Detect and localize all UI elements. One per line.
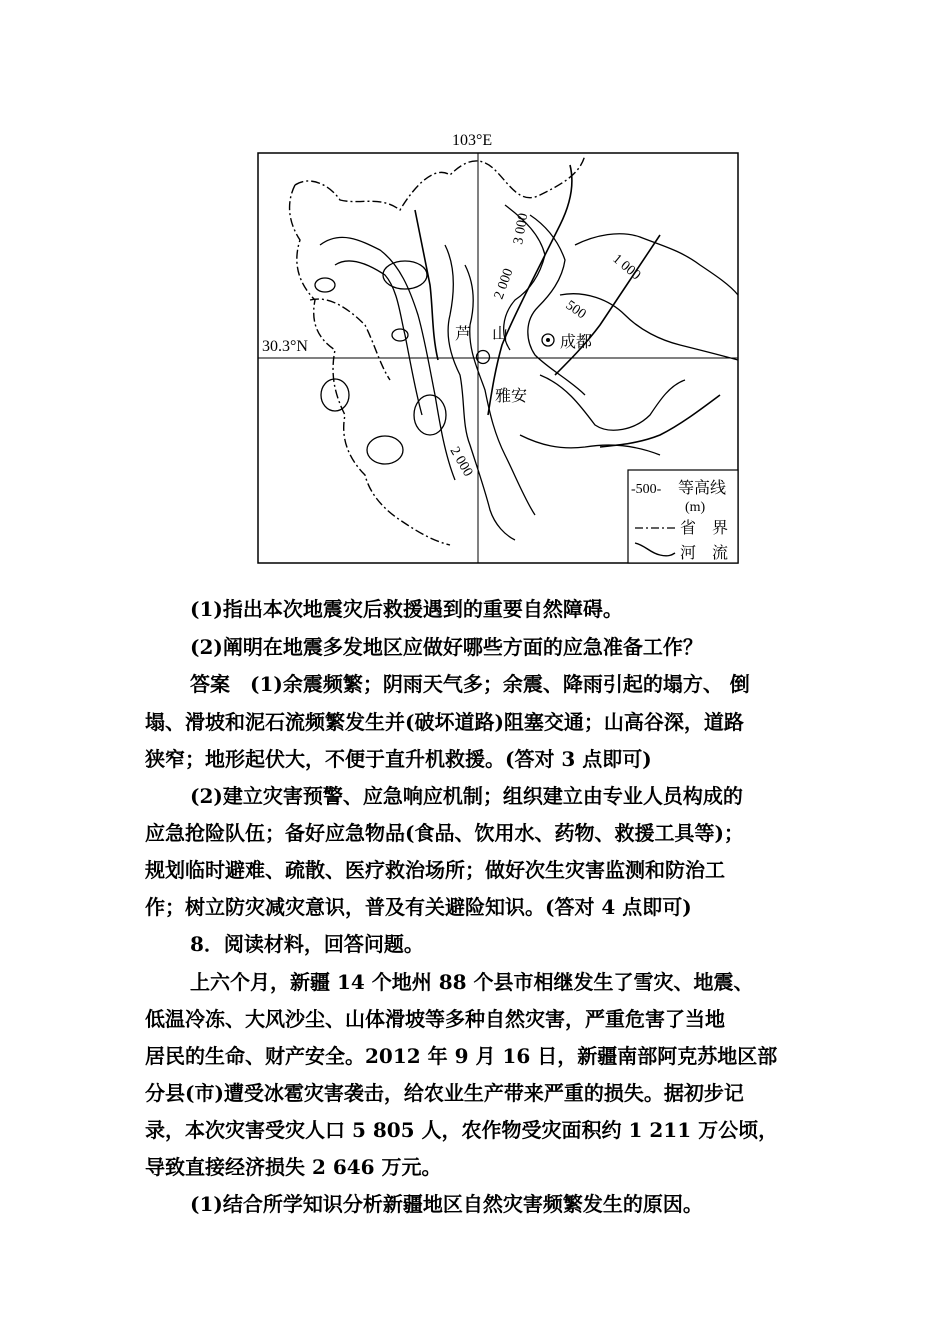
closed-contour bbox=[315, 278, 335, 292]
contour-line bbox=[335, 261, 422, 415]
contour-line bbox=[520, 435, 660, 455]
q8-material-line6: 导致直接经济损失 2 646 万元。 bbox=[145, 1155, 442, 1179]
river-line bbox=[600, 395, 720, 447]
contour-label: 500 bbox=[562, 297, 589, 323]
province-boundary-west bbox=[290, 185, 450, 545]
q8-material-line4: 分县(市)遭受冰雹灾害袭击，给农业生产带来严重的损失。据初步记 bbox=[145, 1081, 744, 1105]
question-8-1: (1)结合所学知识分析新疆地区自然灾害频繁发生的原因。 bbox=[190, 1192, 703, 1216]
legend-contour-label: 等高线 bbox=[678, 480, 727, 497]
legend-contour-value: -500- bbox=[631, 482, 662, 497]
closed-contour bbox=[367, 436, 403, 464]
city-yaan-label: 雅安 bbox=[495, 388, 528, 405]
answer-line-1 bbox=[190, 668, 750, 697]
q8-material-line3: 居民的生命、财产安全。2012 年 9 月 16 日，新疆南部阿克苏地区部 bbox=[145, 1044, 778, 1068]
contour-label: 2 000 bbox=[491, 266, 517, 302]
question-2: (2)阐明在地震多发地区应做好哪些方面的应急准备工作？ bbox=[190, 635, 703, 659]
q8-material-line1: 上六个月，新疆 14 个地州 88 个县市相继发生了雪灾、地震、 bbox=[190, 970, 754, 994]
answer-part1-line1: (1)余震频繁；阴雨天气多；余震、降雨引起的塌方、 倒 bbox=[250, 672, 750, 696]
mountain-label-left: 芦 bbox=[455, 326, 472, 343]
contour-line bbox=[540, 375, 685, 430]
mountain-label-right: 山 bbox=[492, 326, 509, 343]
river-line bbox=[415, 210, 438, 360]
question-8-title: 8．阅读材料，回答问题。 bbox=[190, 932, 424, 956]
contour-line bbox=[575, 234, 738, 295]
contour-label: 2 000 bbox=[446, 444, 476, 480]
map-figure bbox=[240, 125, 760, 570]
closed-contour bbox=[383, 261, 427, 289]
province-boundary-inner bbox=[310, 299, 390, 380]
longitude-label: 103°E bbox=[452, 132, 493, 149]
answer-part2-line1: (2)建立灾害预警、应急响应机制；组织建立由专业人员构成的 bbox=[190, 784, 743, 808]
legend-contour-unit: (m) bbox=[685, 500, 706, 515]
city-chengdu-label: 成都 bbox=[560, 334, 593, 351]
contour-label: 3 000 bbox=[511, 212, 532, 246]
answer-label: 答案 bbox=[190, 672, 230, 696]
answer-part2-line4: 作；树立防灾减灾意识，普及有关避险知识。(答对 4 点即可) bbox=[145, 895, 692, 919]
answer-part1-line2: 塌、滑坡和泥石流频繁发生并(破坏道路)阻塞交通；山高谷深，道路 bbox=[145, 710, 744, 734]
province-boundary bbox=[295, 155, 585, 210]
q8-material-line2: 低温冷冻、大风沙尘、山体滑坡等多种自然灾害，严重危害了当地 bbox=[145, 1007, 725, 1031]
answer-part2-line2: 应急抢险队伍；备好应急物品(食品、饮用水、药物、救援工具等)； bbox=[145, 821, 744, 845]
topographic-map bbox=[240, 125, 760, 570]
latitude-label: 30.3°N bbox=[262, 338, 308, 355]
contour-label: 1 000 bbox=[609, 251, 644, 284]
answer-part2-line3: 规划临时避难、疏散、医疗救治场所；做好次生灾害监测和防治工 bbox=[145, 858, 725, 882]
legend-boundary-label: 省 界 bbox=[680, 520, 729, 537]
contour-line bbox=[320, 237, 455, 480]
answer-part1-line3: 狭窄；地形起伏大，不便于直升机救援。(答对 3 点即可) bbox=[145, 747, 652, 771]
closed-contour bbox=[321, 379, 349, 411]
closed-contour bbox=[414, 395, 446, 435]
city-marker-dot bbox=[546, 338, 550, 342]
q8-material-line5: 录，本次灾害受灾人口 5 805 人，农作物受灾面积约 1 211 万公顷， bbox=[145, 1118, 779, 1142]
legend-river-label: 河 流 bbox=[680, 545, 729, 562]
question-1: (1)指出本次地震灾后救援遇到的重要自然障碍。 bbox=[190, 597, 623, 621]
